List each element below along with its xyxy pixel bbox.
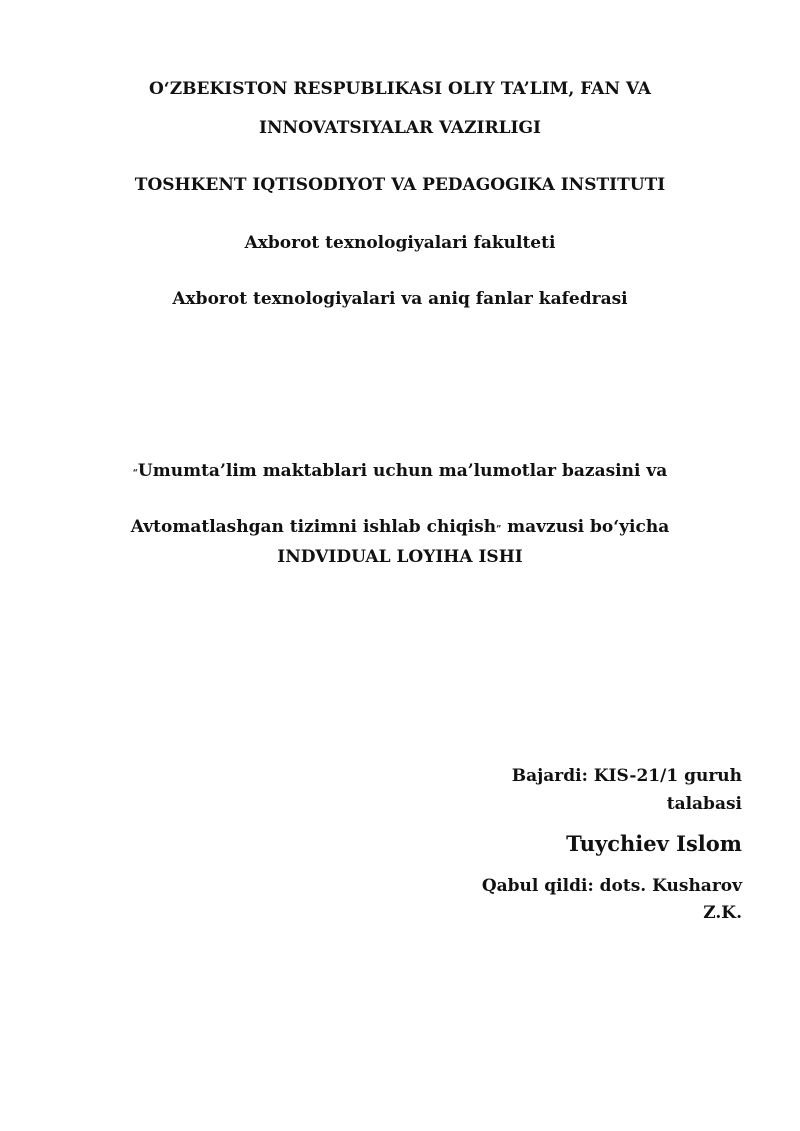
student-name: Tuychiev Islom bbox=[566, 831, 742, 856]
accepted-by-line-1: Qabul qildi: dots. Kusharov bbox=[481, 876, 742, 896]
topic-close-quote: ” bbox=[496, 525, 502, 535]
accepted-by-line-2: Z.K. bbox=[703, 903, 742, 923]
performed-by-line-1: Bajardi: KIS-21/1 guruh bbox=[511, 766, 742, 786]
department-title: Axborot texnologiyalari va aniq fanlar kafedrasi bbox=[172, 289, 628, 309]
topic-line-1-text: Umumta’lim maktablari uchun ma’lumotlar bazasini va bbox=[137, 461, 668, 481]
performed-by-line-2: talabasi bbox=[666, 794, 742, 814]
institute-title: TOSHKENT IQTISODIYOT VA PEDAGOGIKA INSTITUTI bbox=[134, 175, 666, 195]
work-type-title: INDVIDUAL LOYIHA ISHI bbox=[277, 547, 523, 567]
faculty-title: Axborot texnologiyalari fakulteti bbox=[244, 233, 556, 253]
topic-open-quote: “ bbox=[132, 469, 138, 479]
topic-line-2 bbox=[0, 517, 800, 540]
topic-line-2-start: Avtomatlashgan tizimni ishlab chiqish bbox=[130, 517, 497, 537]
topic-line-2-end: mavzusi bo‘yicha bbox=[501, 517, 670, 537]
topic-line-1 bbox=[0, 461, 800, 484]
ministry-title-line-1: O‘ZBEKISTON RESPUBLIKASI OLIY TA’LIM, FAN VA bbox=[149, 79, 651, 99]
ministry-title-line-2: INNOVATSIYALAR VAZIRLIGI bbox=[259, 118, 541, 138]
